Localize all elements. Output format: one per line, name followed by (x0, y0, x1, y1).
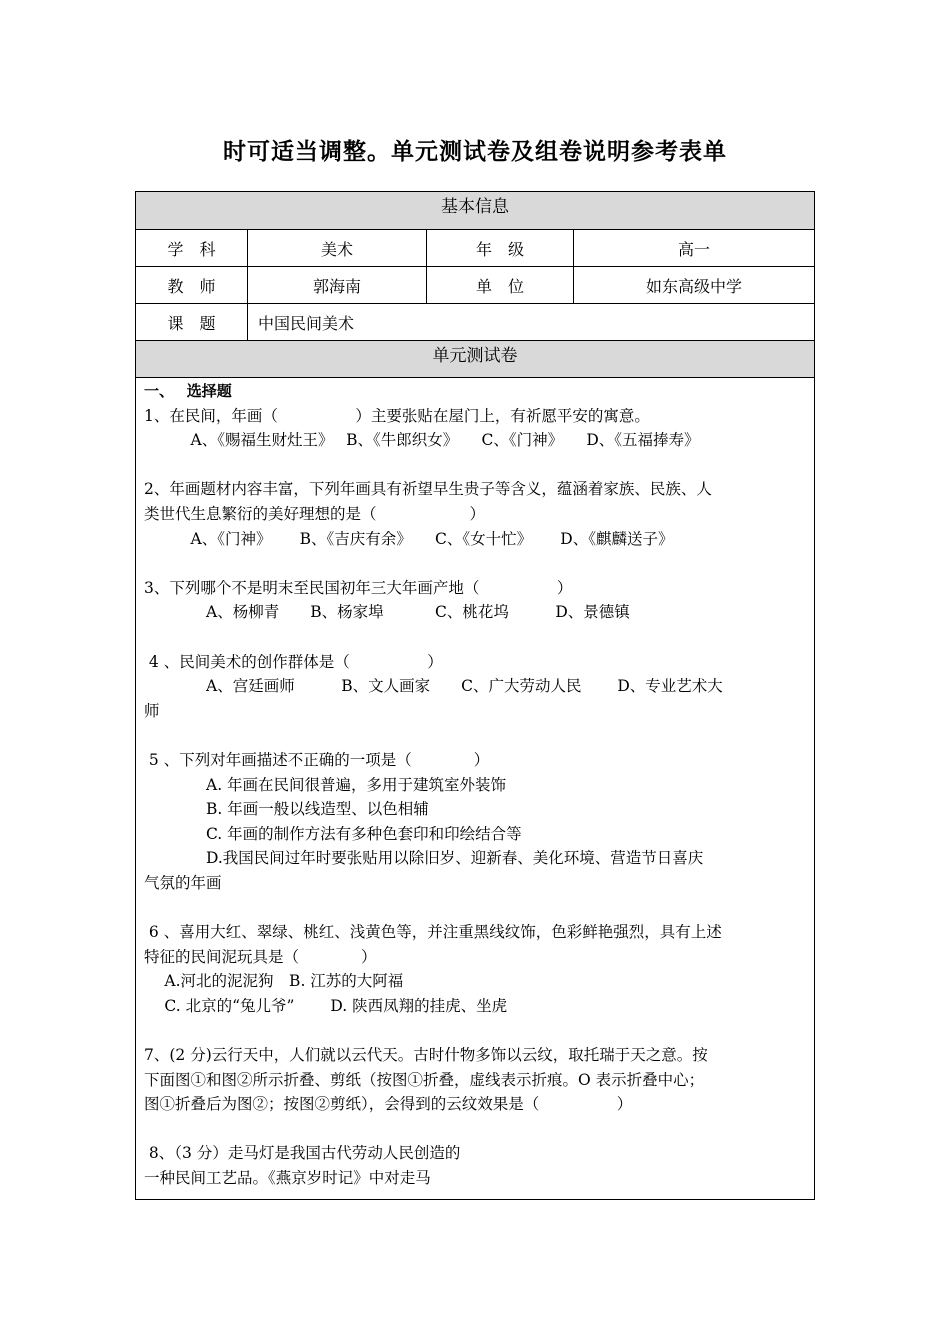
question-line: D.我国民间过年时要张贴用以除旧岁、迎新春、美化环境、营造节日喜庆 (144, 849, 704, 868)
subject-value: 美术 (248, 230, 427, 266)
question-line: 一种民间工艺品。《燕京岁时记》中对走马 (144, 1169, 431, 1187)
blank-line (144, 551, 810, 576)
basic-info-header (136, 192, 814, 230)
question-line: 4 、民间美术的创作群体是（ ） (144, 652, 443, 671)
blank-line (144, 453, 810, 478)
section-heading: 一、 选择题 (144, 382, 232, 400)
question-line: 8、（3 分）走马灯是我国古代劳动人民创造的 (144, 1144, 461, 1163)
question-line: 气氛的年画 (144, 873, 222, 892)
blank-line (144, 625, 810, 650)
question-line: 3、下列哪个不是明末至民国初年三大年画产地（ ） (144, 578, 573, 597)
subject-label: 学 科 (136, 230, 248, 266)
unit-value: 如东高级中学 (645, 276, 742, 296)
question-line: 特征的民间泥玩具是（ ） (144, 947, 377, 966)
blank-line (144, 1117, 810, 1142)
question-line: 图①折叠后为图②；按图②剪纸），会得到的云纹效果是（ ） (144, 1095, 633, 1114)
test-content (144, 379, 810, 1191)
question-line: 6 、喜用大红、翠绿、桃红、浅黄色等，并注重黑线纹饰，色彩鲜艳强烈，具有上述 (144, 923, 722, 942)
blank-line (144, 723, 810, 748)
question-line: C. 年画的制作方法有多种色套印和印绘结合等 (144, 824, 522, 843)
teacher-label: 教 师 (136, 267, 248, 303)
teacher-value: 郭海南 (248, 267, 427, 303)
blank-line (144, 895, 810, 920)
grade-label: 年 级 (427, 230, 574, 266)
question-line: A、宫廷画师 B、文人画家 C、广大劳动人民 D、专业艺术大 (144, 677, 723, 696)
question-line: 1、在民间，年画（ ）主要张贴在屋门上，有祈愿平安的寓意。 (144, 406, 650, 425)
question-line: 下面图①和图②所示折叠、剪纸（按图①折叠，虚线表示折痕。O 表示折叠中心； (144, 1070, 705, 1089)
question-line: 类世代生息繁衍的美好理想的是（ ） (144, 504, 486, 523)
row-subject-grade (136, 230, 814, 267)
question-line: A. 年画在民间很普遍，多用于建筑室外装饰 (144, 775, 507, 794)
grade-value: 高一 (677, 239, 710, 259)
question-line: A、《门神》 B、《吉庆有余》 C、《女十忙》 D、《麒麟送子》 (144, 529, 674, 548)
test-header-text: 单元测试卷 (432, 346, 518, 366)
basic-info-header-text: 基本信息 (441, 197, 509, 217)
row-topic (136, 304, 814, 341)
test-header (136, 341, 814, 378)
question-line: B. 年画一般以线造型、以色相辅 (144, 800, 429, 819)
form-table (135, 191, 815, 1200)
blank-line (144, 1018, 810, 1043)
question-line: A、杨柳青 B、杨家埠 C、桃花坞 D、景德镇 (144, 603, 630, 622)
page-title: 时可适当调整。单元测试卷及组卷说明参考表单 (223, 139, 727, 165)
unit-label: 单 位 (427, 267, 574, 303)
question-line: C. 北京的“兔儿爷” D. 陕西凤翔的挂虎、坐虎 (144, 996, 508, 1015)
question-line: 2、年画题材内容丰富，下列年画具有祈望早生贵子等含义，蕴涵着家族、民族、人 (144, 480, 712, 499)
question-line: 7、(2 分)云行天中，人们就以云代天。古时什物多饰以云纹，取托瑞于天之意。按 (144, 1046, 708, 1065)
question-line: 师 (144, 701, 160, 720)
topic-value: 中国民间美术 (258, 313, 355, 333)
question-line: 5 、下列对年画描述不正确的一项是（ ） (144, 750, 490, 769)
row-teacher-unit (136, 267, 814, 304)
topic-label: 课 题 (136, 304, 248, 340)
question-line: A、《赐福生财灶王》 B、《牛郎织女》 C、《门神》 D、《五福捧寿》 (144, 431, 700, 450)
question-line: A.河北的泥泥狗 B. 江苏的大阿福 (144, 972, 404, 991)
